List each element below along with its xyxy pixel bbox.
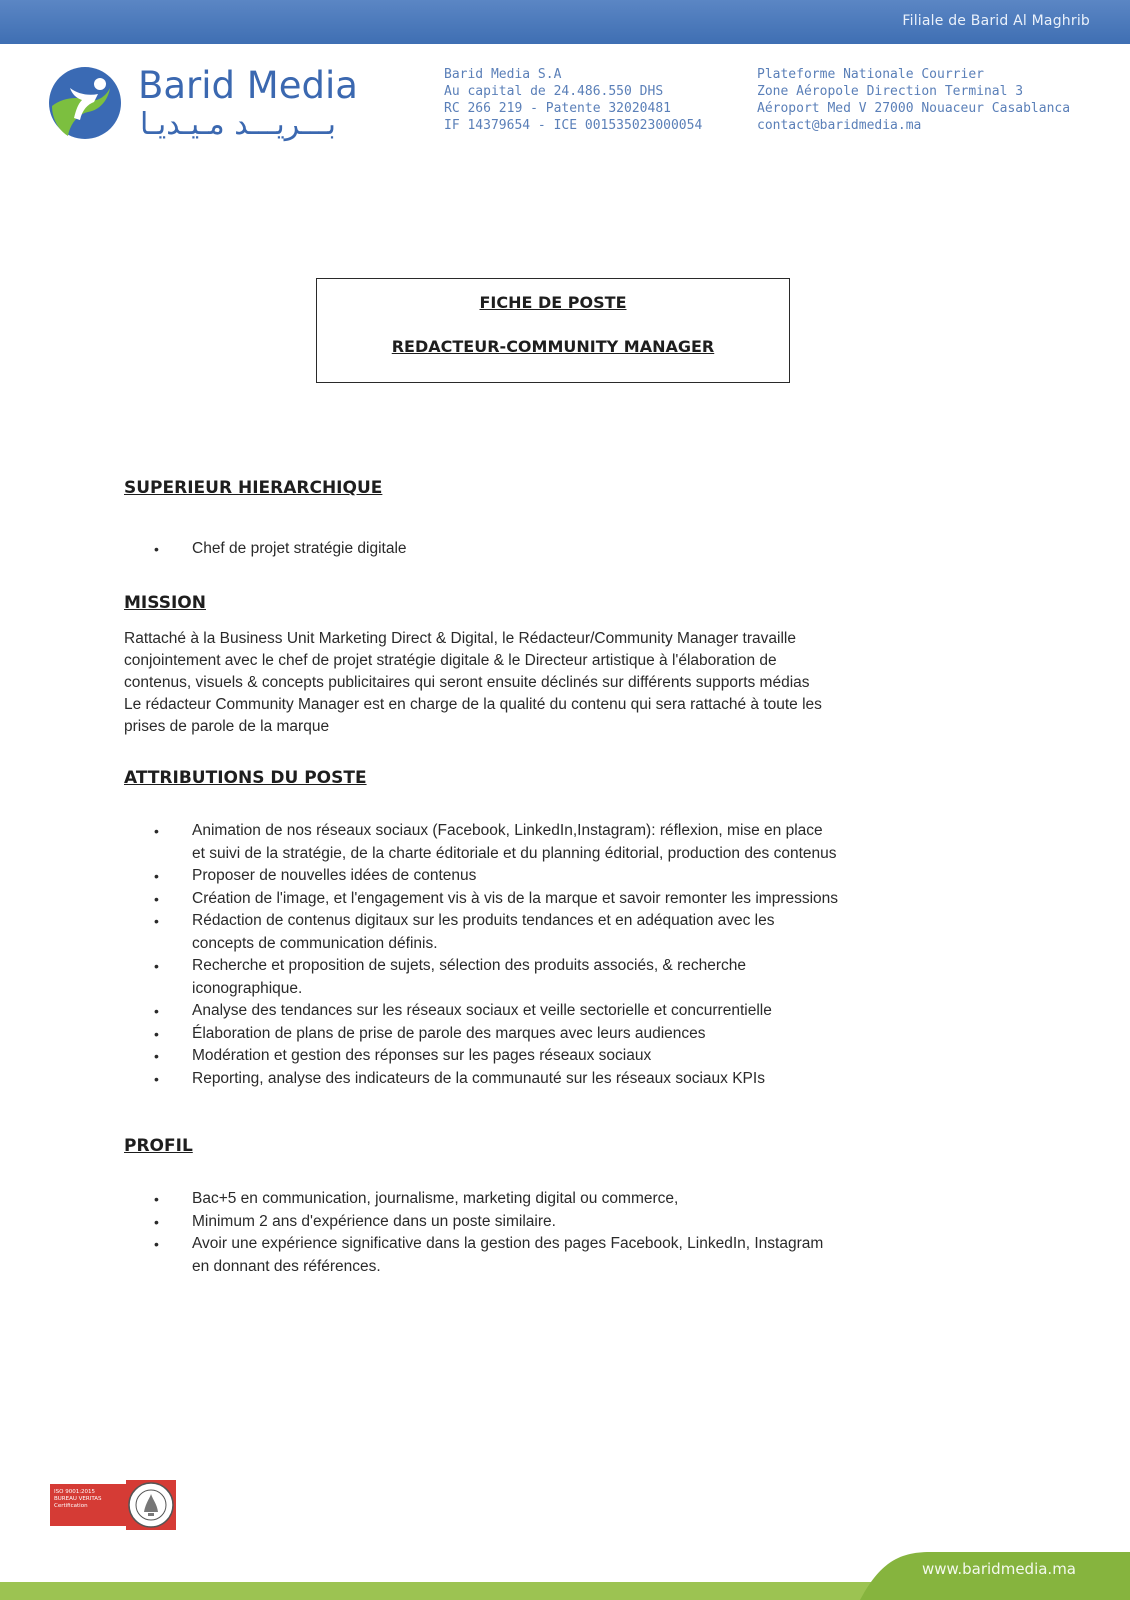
company-address	[757, 66, 1070, 134]
company-line: Au capital de 24.486.550 DHS	[444, 84, 664, 99]
logo-figure-icon	[48, 66, 122, 140]
section-heading-attributions: ATTRIBUTIONS DU POSTE	[124, 768, 367, 788]
list-item: • Recherche et proposition de sujets, sélection des produits associés, & recherche iconographique.	[148, 955, 1008, 1000]
header-band	[0, 0, 1130, 44]
certification-badge	[50, 1480, 176, 1528]
list-item: • Rédaction de contenus digitaux sur les produits tendances et en adéquation avec les concepts de communication définis.	[148, 910, 1008, 955]
list-item: • Création de l'image, et l'engagement vis à vis de la marque et savoir remonter les impressions	[148, 888, 1008, 911]
address-line: Plateforme Nationale Courrier	[757, 67, 984, 82]
list-item: • Modération et gestion des réponses sur les pages réseaux sociaux	[148, 1045, 1008, 1068]
mission-line: Rattaché à la Business Unit Marketing Direct & Digital, le Rédacteur/Community Manager travaille	[124, 630, 796, 647]
superieur-list	[148, 538, 1008, 561]
footer-website-link[interactable]: www.baridmedia.ma	[921, 1560, 1076, 1578]
company-logo	[48, 60, 368, 150]
section-heading-mission: MISSION	[124, 593, 206, 613]
contact-email[interactable]: contact@baridmedia.ma	[757, 118, 922, 133]
mission-line: Le rédacteur Community Manager est en charge de la qualité du contenu qui sera rattaché à toute les	[124, 696, 822, 713]
job-title: REDACTEUR-COMMUNITY MANAGER	[391, 337, 715, 356]
company-info	[444, 66, 702, 134]
address-line: Aéroport Med V 27000 Nouaceur Casablanca	[757, 101, 1071, 116]
list-item: • Proposer de nouvelles idées de contenus	[148, 865, 1008, 888]
mission-line: prises de parole de la marque	[124, 718, 330, 735]
list-item: • Animation de nos réseaux sociaux (Facebook, LinkedIn,Instagram): réflexion, mise en place et suivi de la stratégie, de la charte éditoriale et du planning éditorial, production des contenus	[148, 820, 1008, 865]
list-item: • Avoir une expérience significative dans la gestion des pages Facebook, LinkedIn, Instagram en donnant des références.	[148, 1233, 1008, 1278]
logo-name: Barid Media	[138, 64, 358, 107]
address-line: Zone Aéropole Direction Terminal 3	[757, 84, 1024, 99]
list-item: • Reporting, analyse des indicateurs de la communauté sur les réseaux sociaux KPIs	[148, 1068, 1008, 1091]
mission-line: contenus, visuels & concepts publicitaires qui seront ensuite déclinés sur différents supports médias	[124, 674, 810, 691]
list-item: • Chef de projet stratégie digitale	[148, 538, 1008, 561]
certification-label: ISO 9001:2015 BUREAU VERITAS Certification	[50, 1484, 126, 1526]
filiale-label: Filiale de Barid Al Maghrib	[902, 13, 1090, 29]
document-type: FICHE DE POSTE	[479, 293, 627, 312]
list-item: • Minimum 2 ans d'expérience dans un poste similaire.	[148, 1211, 1008, 1234]
section-heading-profil: PROFIL	[124, 1136, 193, 1156]
list-item: • Analyse des tendances sur les réseaux sociaux et veille sectorielle et concurrentielle	[148, 1000, 1008, 1023]
mission-text	[124, 628, 1004, 738]
mission-line: conjointement avec le chef de projet stratégie digitale & le Directeur artistique à l'élaboration de	[124, 652, 777, 669]
company-line: RC 266 219 - Patente 32020481	[444, 101, 671, 116]
company-line: Barid Media S.A	[444, 67, 562, 82]
section-heading-superieur: SUPERIEUR HIERARCHIQUE	[124, 478, 383, 498]
list-item: • Bac+5 en communication, journalisme, marketing digital ou commerce,	[148, 1188, 1008, 1211]
company-line: IF 14379654 - ICE 001535023000054	[444, 118, 703, 133]
bureau-veritas-seal	[126, 1480, 176, 1530]
logo-arabic-name: بـــريـــد مـيـديـا	[140, 107, 336, 142]
seal-icon	[126, 1480, 176, 1530]
attributions-list	[148, 820, 1008, 1090]
profil-list	[148, 1188, 1008, 1278]
document-title-box	[316, 278, 790, 383]
list-item: • Élaboration de plans de prise de parole des marques avec leurs audiences	[148, 1023, 1008, 1046]
